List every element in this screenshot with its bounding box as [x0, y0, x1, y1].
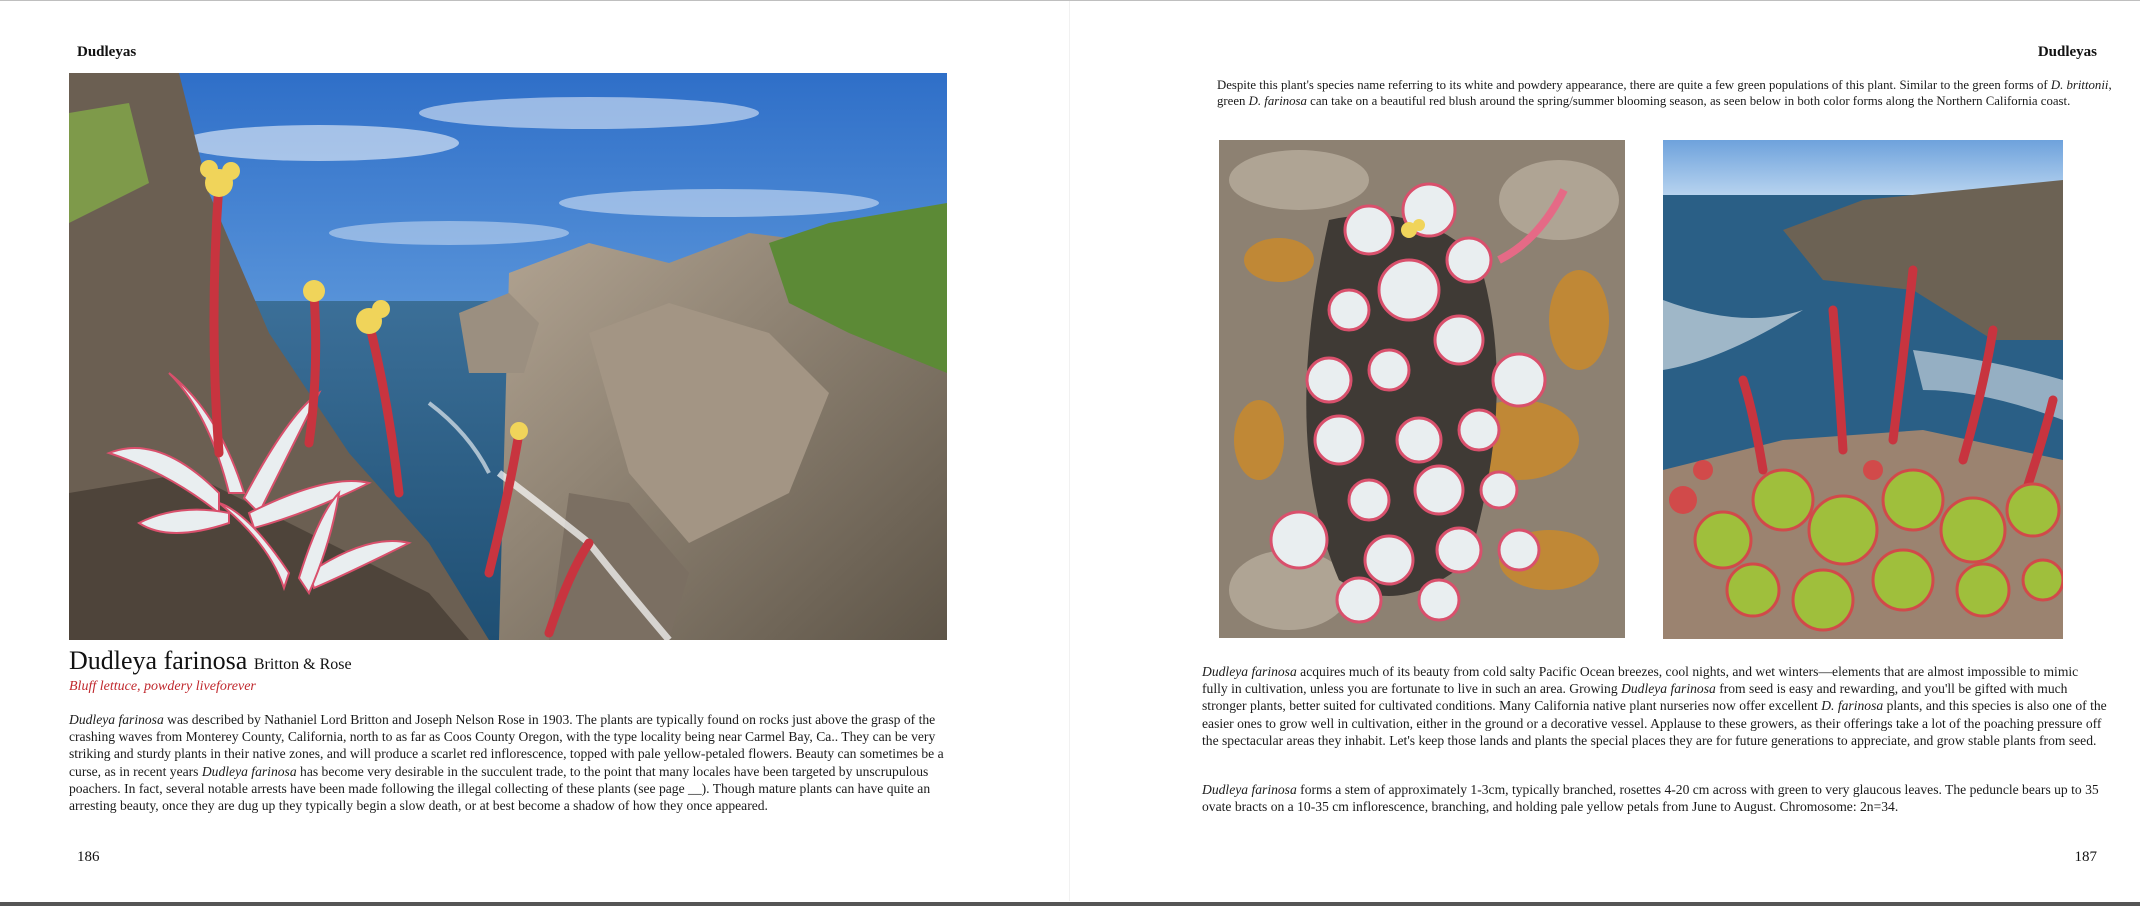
species-ref: D. farinosa	[1821, 698, 1884, 714]
text-run: was described by Nathaniel Lord Britton and Joseph Nelson Rose in 1903. The plants are typically found on rocks just above the grasp of the crashing waves from Monterey County, California, north to as far as Coos County Oregon, with the type locality being near Carmel Bay, Ca.. They can be very striking and sturdy plants in their native zones, and will produce a scarlet red inflorescence, topped with pale yellow-petaled flowers. Beauty can sometimes be a curse, as in recent years	[69, 712, 944, 779]
text-run: plants, and this species is also one of the easier ones to grow well in cultivation, either in the ground or a decorative vessel. Applause to these growers, as their offerings take a lot of the poaching pressure off the spectacular areas they inhabit. Let's keep those lands and plants the special places they are for future generations to appreciate, and grow stable plants from seed.	[1202, 698, 2107, 748]
text-run: forms a stem of approximately 1-3cm, typically branched, rosettes 4-20 cm across with green to very glaucous leaves. The peduncle bears up to 35 ovate bracts on a 10-35 cm inflorescence, branching, and holding pale yellow petals from June to August. Chromosome: 2n=34.	[1202, 782, 2099, 815]
white-rosettes-on-rock-illustration	[1219, 140, 1625, 638]
left-page	[0, 1, 1070, 901]
coastal-bluff-photo	[69, 73, 947, 640]
species-name: Dudleya farinosa	[69, 646, 248, 675]
text-run: , green	[1217, 78, 2112, 108]
page-number-right: 187	[2074, 849, 2097, 865]
species-ref: Dudleya farinosa	[69, 712, 164, 727]
species-ref: Dudleya farinosa	[1621, 681, 1716, 697]
page-number-left: 186	[77, 849, 100, 865]
white-form-rosettes-photo	[1219, 140, 1625, 638]
species-ref: D. farinosa	[1248, 94, 1307, 108]
right-page	[1070, 1, 2140, 901]
running-head-left: Dudleyas	[77, 44, 137, 60]
coastal-bluff-illustration	[69, 73, 947, 640]
species-ref: Dudleya farinosa	[1202, 782, 1297, 797]
common-names: Bluff lettuce, powdery liveforever	[69, 679, 256, 694]
green-form-rosettes-photo	[1663, 140, 2063, 639]
species-ref: D. brittonii	[2050, 78, 2109, 92]
species-ref: Dudleya farinosa	[1202, 664, 1297, 679]
running-head-right: Dudleyas	[2037, 44, 2097, 60]
species-authority: Britton & Rose	[253, 656, 352, 673]
text-run: has become very desirable in the succulent trade, to the point that many locales have been targeted by unscrupulous poachers. In fact, several notable arrests have been made following the illegal collecting of these plants (see page __). Though mature plants can have quite an arresting beauty, once they are dug up they typically begin a slow death, or at best become a shadow of how they once appeared.	[69, 763, 931, 814]
morphology-paragraph	[1202, 781, 2107, 815]
cultivation-paragraph	[1202, 663, 2107, 749]
intro-paragraph	[1217, 77, 2117, 109]
description-paragraph	[69, 711, 949, 814]
species-ref: Dudleya farinosa	[201, 763, 297, 779]
text-run: Despite this plant's species name referring to its white and powdery appearance, there are quite a few green populations of this plant. Similar to the green forms of	[1217, 78, 2051, 92]
text-run: acquires much of its beauty from cold salty Pacific Ocean breezes, cool nights, and wet winters—elements that are almost impossible to mimic fully in cultivation, unless you are fortunate to live in such an area. Growing	[1202, 664, 2079, 697]
bottom-edge	[0, 902, 2140, 906]
green-rosettes-coast-illustration	[1663, 140, 2063, 639]
text-run: can take on a beautiful red blush around the spring/summer blooming season, as seen below in both color forms along the Northern California coast.	[1306, 94, 2071, 108]
text-run: from seed is easy and rewarding, and you'll be gifted with much stronger plants, better suited for cultivated conditions. Many California native plant nurseries now offer excellent	[1202, 681, 2068, 714]
species-title	[69, 646, 352, 676]
